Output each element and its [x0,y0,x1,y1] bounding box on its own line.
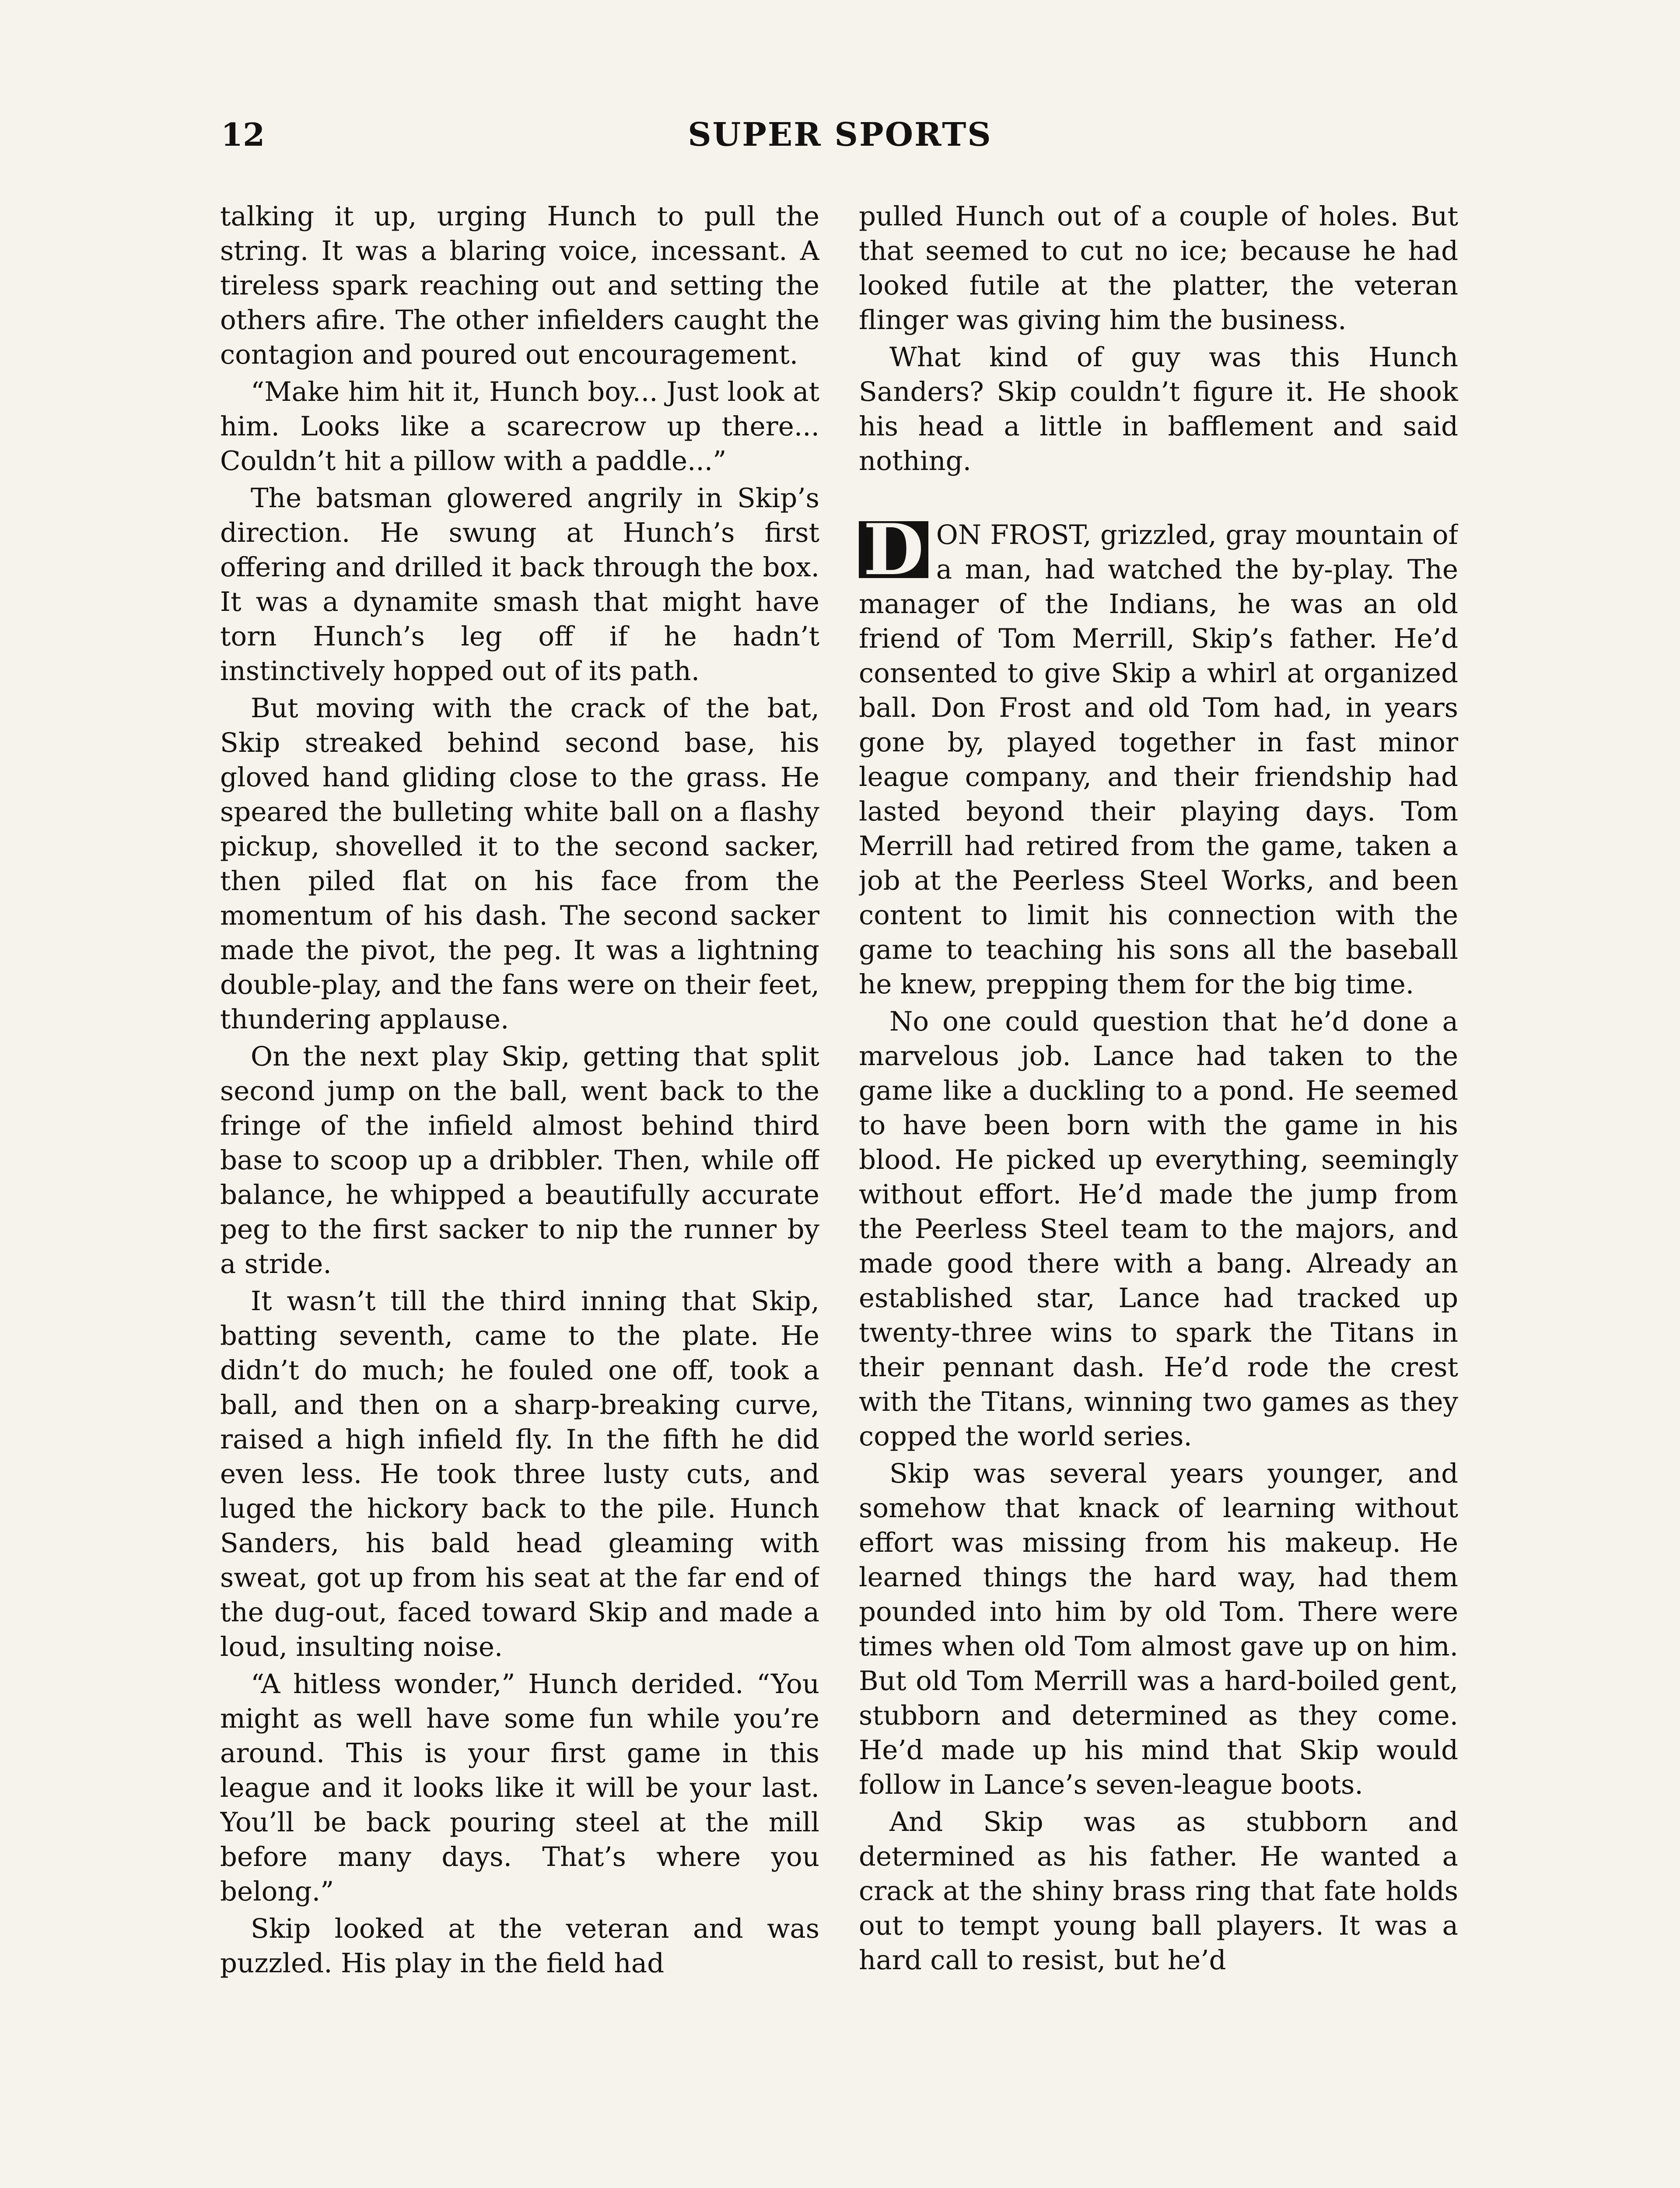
drop-cap: D [859,521,928,578]
paragraph: Skip was several years younger, and somehow that knack of learning without effort was missing from his makeup. He learned things the hard way, had them pounded into him by old Tom. There were times when old Tom almost gave up on him. But old Tom Merrill was a hard-boiled gent, stubborn and determined as they come. He’d made up his mind that Skip would follow in Lance’s seven-league boots. [859,1458,1458,1800]
paragraph: But moving with the crack of the bat, Skip streaked behind second base, his gloved hand gliding close to the grass. He speared the bulleting white ball on a flashy pickup, shovelled it to the second sacker, then piled flat on his face from the momentum of his dash. The second sacker made the pivot, the peg. It was a lightning double-play, and the fans were on their feet, thundering applause. [220,693,819,1035]
paragraph: pulled Hunch out of a couple of holes. But that seemed to cut no ice; because he had looked futile at the platter, the veteran flinger was giving him the business. [859,201,1458,336]
paragraph: The batsman glowered angrily in Skip’s direction. He swung at Hunch’s first offering and drilled it back through the box. It was a dynamite smash that might have torn Hunch’s leg off if he hadn’t instinctively hopped out of its path. [220,483,819,687]
paragraph: “A hitless wonder,” Hunch derided. “You might as well have some fun while you’re around. This is your first game in this league and it looks like it will be your last. You’ll be back pouring steel at the mill before many days. That’s where you belong.” [220,1669,819,1907]
running-title: SUPER SPORTS [688,116,992,154]
paragraph: Skip looked at the veteran and was puzzled. His play in the field had [220,1913,819,1979]
paragraph: No one could question that he’d done a marvelous job. Lance had taken to the game like a duckling to a pond. He seemed to have been born with the game in his blood. He picked up everything, seemingly without effort. He’d made the jump from the Peerless Steel team to the majors, and made good there with a bang. Already an established star, Lance had tracked up twenty-three wins to spark the Titans in their pennant dash. He’d rode the crest with the Titans, winning two games as they copped the world series. [859,1006,1458,1452]
paragraph: talking it up, urging Hunch to pull the string. It was a blaring voice, incessant. A tireless spark reaching out and setting the others afire. The other infielders caught the contagion and poured out encouragement. [220,201,819,370]
section-text: ON FROST, grizzled, gray mountain of a man, had watched the by-play. The manager of the Indians, he was an old friend of Tom Merrill, Skip’s father. He’d consented to give Skip a whirl at organized ball. Don Frost and old Tom had, in years gone by, played together in fast minor league company, and their friendship had lasted beyond their playing days. Tom Merrill had retired from the game, taken a job at the Peerless Steel Works, and been content to limit his connection with the game to teaching his sons all the baseball he knew, prepping them for the big time. [859,519,1458,1000]
right-column [859,199,1458,2188]
section-paragraph [859,508,1458,1002]
paragraph: “Make him hit it, Hunch boy... Just look at him. Looks like a scarecrow up there... Couldn’t hit a pillow with a paddle...” [220,376,819,477]
page-header [221,116,1459,164]
left-column [220,199,819,2188]
paragraph: What kind of guy was this Hunch Sanders? Skip couldn’t figure it. He shook his head a little in bafflement and said nothing. [859,342,1458,477]
page-number: 12 [221,116,265,153]
paragraph: And Skip was as stubborn and determined as his father. He wanted a crack at the shiny brass ring that fate holds out to tempt young ball players. It was a hard call to resist, but he’d [859,1806,1458,1976]
paragraph: It wasn’t till the third inning that Skip, batting seventh, came to the plate. He didn’t do much; he fouled one off, took a ball, and then on a sharp-breaking curve, raised a high infield fly. In the fifth he did even less. He took three lusty cuts, and luged the hickory back to the pile. Hunch Sanders, his bald head gleaming with sweat, got up from his seat at the far end of the dug-out, faced toward Skip and made a loud, insulting noise. [220,1286,819,1662]
paragraph: On the next play Skip, getting that split second jump on the ball, went back to the fringe of the infield almost behind third base to scoop up a dribbler. Then, while off balance, he whipped a beautifully accurate peg to the first sacker to nip the runner by a stride. [220,1041,819,1280]
